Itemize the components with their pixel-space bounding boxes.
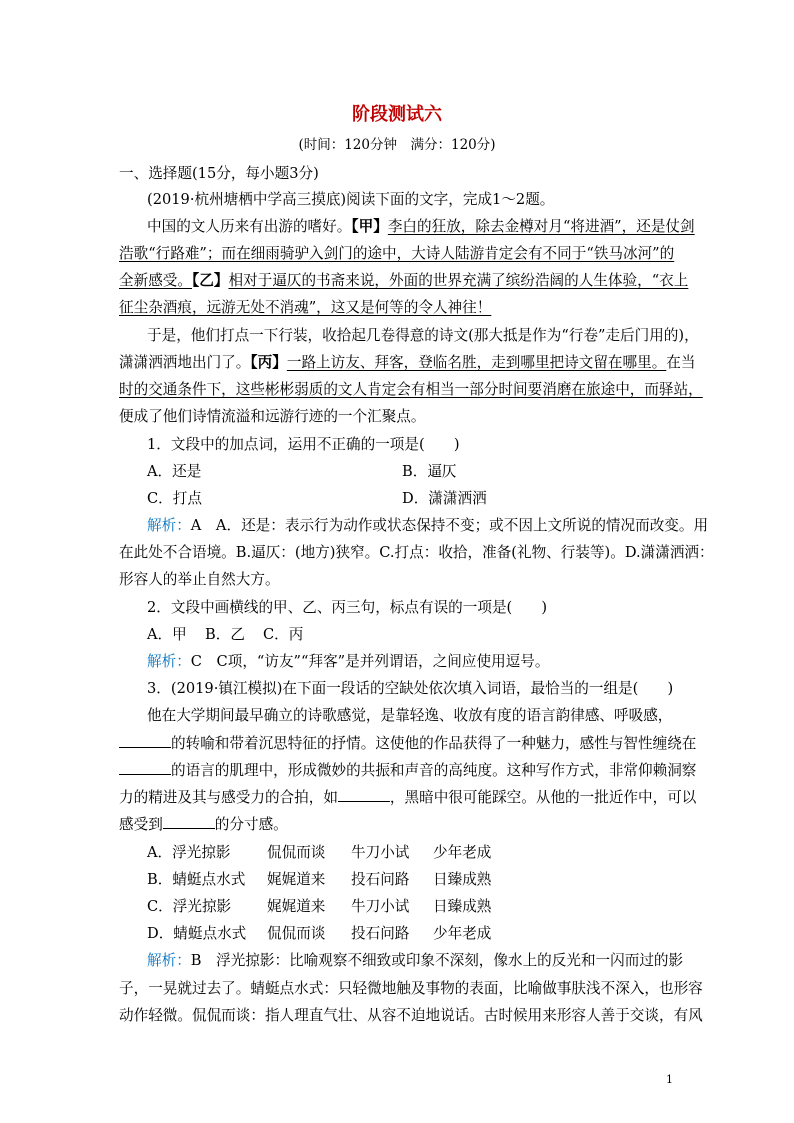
question-2-options [147, 623, 303, 644]
passage-text: 潇潇洒洒地出门了。 [119, 354, 251, 371]
passage-line-4: 征尘杂酒痕，远游无处不消魂”，这又是何等的令人神往！ [119, 299, 492, 316]
question-3-passage-line-5 [119, 813, 288, 834]
option-word-3: 牛刀小试 [351, 844, 410, 861]
option-a: A．甲 [147, 626, 187, 643]
explanation-label: 解析： [147, 653, 191, 670]
question-1-explanation-line-2: 在此处不合语境。B.逼仄：(地方)狭窄。C.打点：收拾，准备(礼物、行装等)。D.潇潇洒洒： [119, 544, 714, 561]
mark-bing: 【丙】 [250, 354, 287, 371]
passage-line-6 [119, 351, 696, 372]
question-3-passage-line-1: 他在大学期间最早确立的诗歌感觉，是靠轻逸、收放有度的语言韵律感、呼吸感， [147, 707, 673, 724]
option-c: C．丙 [263, 626, 304, 643]
explanation-text: C C项，“访友”“拜客”是并列谓语，之间应使用逗号。 [190, 653, 550, 670]
underlined-sentence-bing: 一路上访友、拜客，登临名胜，走到哪里把诗文留在哪里。 [286, 354, 667, 371]
option-word-3: 牛刀小试 [351, 898, 410, 915]
fill-blank-3 [338, 787, 390, 802]
passage-line-5: 于是，他们打点一下行装，收拾起几卷得意的诗文(那大抵是作为“行卷”走后门用的)， [147, 327, 699, 344]
passage-text: 中国的文人历来有出游的嗜好。 [147, 218, 352, 235]
option-word-4: 日臻成熟 [433, 871, 492, 888]
passage-text: 在当 [666, 354, 696, 371]
option-word-2: 娓娓道来 [267, 871, 326, 888]
option-b: B．乙 [205, 626, 245, 643]
passage-text: 感受到 [119, 816, 163, 833]
passage-text: 力的精进及其与感受力的合拍，如 [119, 789, 338, 806]
passage-text: 的分寸感。 [214, 816, 288, 833]
option-b: B．逼仄 [402, 463, 457, 480]
question-3-passage-line-3 [119, 759, 696, 780]
mark-yi: 【乙】 [191, 272, 229, 289]
passage-text: ，黑暗中很可能踩空。从他的一批近作中，可以 [389, 789, 697, 806]
exam-meta: (时间：120分钟 满分：120分) [298, 137, 496, 153]
mark-jia: 【甲】 [351, 218, 388, 235]
option-a: A．还是 [147, 463, 202, 480]
passage-text: 的转喻和带着沉思特征的抒情。这使他的作品获得了一种魅力，感性与智性缠绕在 [171, 735, 697, 752]
question-3-explanation-line-1 [147, 949, 683, 970]
fill-blank-2 [119, 760, 171, 775]
option-word-2: 侃侃而谈 [267, 925, 326, 942]
option-word-3: 投石问路 [351, 925, 410, 942]
question-3-option-d [147, 922, 491, 943]
question-1-explanation-line-3: 形容人的举止自然大方。 [119, 571, 280, 588]
page-number: 1 [666, 1073, 673, 1086]
explanation-text: B 浮光掠影：比喻观察不细致或印象不深刻，像水上的反光和一闪而过的影 [190, 952, 684, 969]
passage-line-2: 浩歌“行路难”；而在细雨骑驴入剑门的途中，大诗人陆游肯定会有不同于“铁马冰河”的 [119, 245, 675, 262]
option-d: D．潇潇洒洒 [402, 490, 487, 507]
question-3-passage-line-4 [119, 786, 696, 807]
question-1-explanation-line-1 [147, 514, 708, 535]
option-word-2: 娓娓道来 [267, 898, 326, 915]
underlined-text: 全新感受。 [119, 272, 192, 289]
passage-line-8: 便成了他们诗情流溢和远游行迹的一个汇聚点。 [119, 408, 426, 425]
question-3-explanation-line-2: 子，一晃就过去了。蜻蜓点水式：只轻微地触及事物的表面，比喻做事肤浅不深入，也形容 [119, 980, 703, 997]
reading-source: (2019·杭州塘栖中学高三摸底)阅读下面的文字，完成1～2题。 [147, 191, 555, 208]
option-word-4: 日臻成熟 [433, 898, 492, 915]
explanation-label: 解析： [147, 952, 191, 969]
question-2-stem: 2．文段中画横线的甲、乙、丙三句，标点有误的一项是( ) [147, 599, 548, 616]
option-word-4: 少年老成 [433, 844, 492, 861]
page-title: 阶段测试六 [352, 104, 442, 125]
passage-text: 的语言的肌理中，形成微妙的共振和声音的高纯度。这种写作方式，非常仰赖洞察 [171, 762, 697, 779]
option-word-1: C．浮光掠影 [147, 898, 232, 915]
explanation-text: A A．还是：表示行为动作或状态保持不变；或不因上文所说的情况而改变。用 [190, 517, 709, 534]
underlined-sentence-jia: 李白的狂放，除去金樽对月“将进酒”，还是仗剑 [387, 218, 695, 235]
option-word-1: B．蜻蜓点水式 [147, 871, 246, 888]
option-word-2: 侃侃而谈 [267, 844, 326, 861]
question-3-option-c [147, 895, 491, 916]
fill-blank-4 [163, 814, 215, 829]
passage-line-7: 时的交通条件下，这些彬彬弱质的文人肯定会有相当一部分时间要消磨在旅途中，而驿站， [119, 381, 703, 398]
question-3-stem: 3．(2019·镇江模拟)在下面一段话的空缺处依次填入词语，最恰当的一组是( ) [147, 680, 674, 697]
section-heading: 一、选择题(15分，每小题3分) [119, 165, 319, 182]
question-3-option-b [147, 868, 491, 889]
option-word-4: 少年老成 [433, 925, 492, 942]
explanation-label: 解析： [147, 517, 191, 534]
question-1-options-row-2 [147, 487, 487, 508]
question-1-options-row-1 [147, 460, 457, 481]
fill-blank-1 [119, 733, 171, 748]
option-word-1: A．浮光掠影 [147, 844, 231, 861]
question-3-explanation-line-3: 动作轻微。侃侃而谈：指人理直气壮、从容不迫地说话。古时候用来形容人善于交谈，有风 [119, 1007, 703, 1024]
passage-line-3 [119, 269, 688, 290]
underlined-sentence-yi: 相对于逼仄的书斋来说，外面的世界充满了缤纷浩阔的人生体验，“衣上 [228, 272, 689, 289]
option-c: C．打点 [147, 490, 202, 507]
option-word-1: D．蜻蜓点水式 [147, 925, 247, 942]
passage-line-1 [147, 215, 695, 236]
option-word-3: 投石问路 [351, 871, 410, 888]
question-2-explanation [147, 650, 549, 671]
question-3-passage-line-2 [119, 732, 696, 753]
question-3-option-a [147, 841, 491, 862]
question-1-stem: 1．文段中的加点词，运用不正确的一项是( ) [147, 436, 460, 453]
